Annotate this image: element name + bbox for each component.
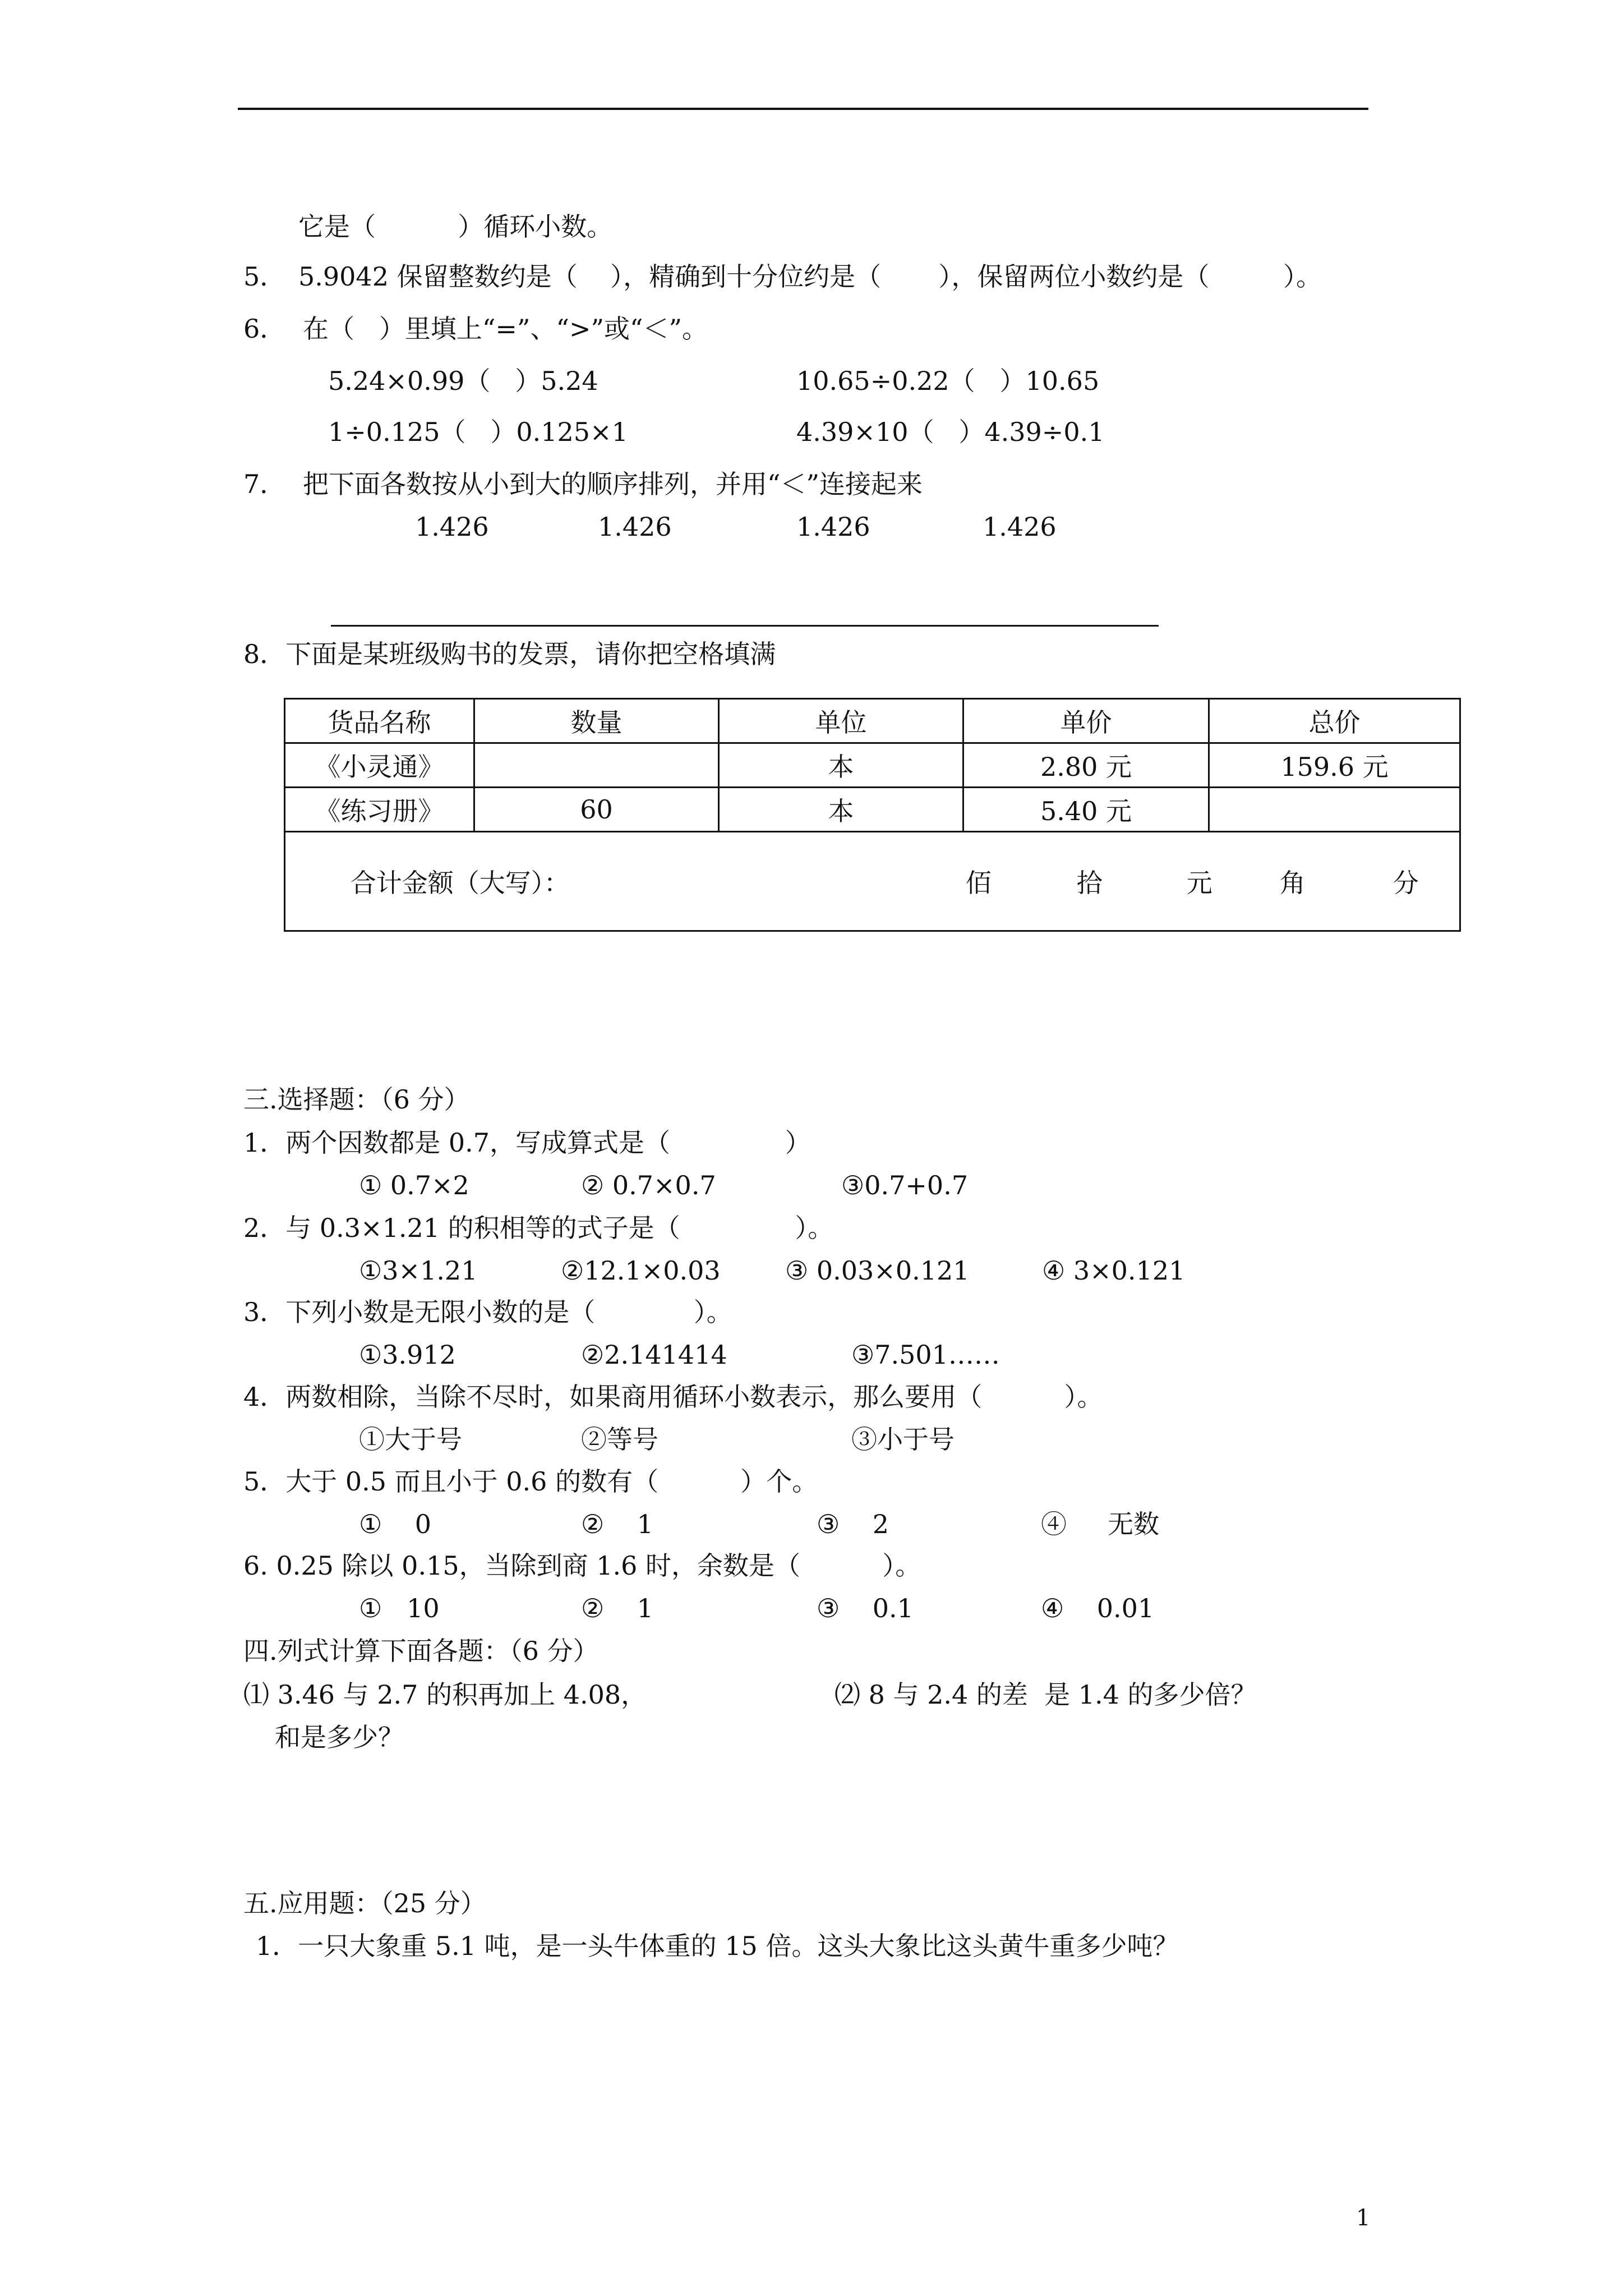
cell-quantity-blank[interactable] bbox=[474, 743, 719, 788]
s3-q6-option[interactable]: ① 10 bbox=[359, 1593, 440, 1623]
s3-q1-option[interactable]: ① 0.7×2 bbox=[359, 1170, 469, 1200]
s3-q3-option[interactable]: ②2.141414 bbox=[581, 1340, 727, 1370]
s3-q5-option[interactable]: ① 0 bbox=[359, 1509, 431, 1539]
q7-number: 7． bbox=[243, 469, 286, 499]
cell-unit: 本 bbox=[719, 788, 963, 832]
q5-text: 5.9042 保留整数约是（ ），精确到十分位约是（ ），保留两位小数约是（ ）。 bbox=[298, 261, 1322, 292]
header-rule bbox=[238, 108, 1368, 110]
q7-value: 1.426 bbox=[796, 512, 870, 542]
s3-q3-text: 3．下列小数是无限小数的是（ ）。 bbox=[243, 1297, 732, 1327]
q7-text: 把下面各数按从小到大的顺序排列，并用“＜”连接起来 bbox=[303, 469, 923, 499]
s3-q4-option[interactable]: ①大于号 bbox=[359, 1424, 462, 1455]
s3-q2-option[interactable]: ④ 3×0.121 bbox=[1042, 1255, 1186, 1286]
cell-unit-price: 5.40 元 bbox=[963, 788, 1209, 832]
s3-q2-option[interactable]: ①3×1.21 bbox=[359, 1255, 478, 1286]
s5-q1-text: 1．一只大象重 5.1 吨，是一头牛体重的 15 倍。这头大象比这头黄牛重多少吨？ bbox=[256, 1931, 1179, 1961]
unit-shi: 拾 bbox=[1076, 868, 1103, 898]
s3-q1-text: 1．两个因数都是 0.7，写成算式是（ ） bbox=[243, 1128, 811, 1158]
q6-item: 4.39×10（ ）4.39÷0.1 bbox=[796, 417, 1105, 447]
s3-q2-option[interactable]: ③ 0.03×0.121 bbox=[785, 1255, 970, 1286]
s3-q3-option[interactable]: ①3.912 bbox=[359, 1340, 456, 1370]
q7-answer-line[interactable] bbox=[331, 625, 1159, 627]
table-row bbox=[285, 788, 1460, 832]
s3-q2-text: 2．与 0.3×1.21 的积相等的式子是（ ）。 bbox=[243, 1213, 834, 1243]
header-total-price: 总价 bbox=[1209, 699, 1460, 743]
header-item-name: 货品名称 bbox=[285, 699, 474, 743]
table-row bbox=[285, 743, 1460, 788]
cell-unit: 本 bbox=[719, 743, 963, 788]
s3-q1-option[interactable]: ③0.7+0.7 bbox=[841, 1170, 969, 1200]
s3-q5-option[interactable]: ③ 2 bbox=[817, 1509, 889, 1539]
q6-item: 10.65÷0.22（ ）10.65 bbox=[796, 366, 1100, 396]
cell-unit-price: 2.80 元 bbox=[963, 743, 1209, 788]
header-unit-price: 单价 bbox=[963, 699, 1209, 743]
q6-text: 在（ ）里填上“=”、“>”或“＜”。 bbox=[303, 314, 708, 344]
q5-number: 5． bbox=[243, 261, 286, 292]
s3-q6-text: 6. 0.25 除以 0.15，当除到商 1.6 时，余数是（ ）。 bbox=[243, 1550, 921, 1581]
s4-problem1-line2: 和是多少？ bbox=[275, 1722, 404, 1752]
invoice-table bbox=[284, 698, 1461, 932]
q7-value: 1.426 bbox=[598, 512, 672, 542]
cell-total-price: 159.6 元 bbox=[1209, 743, 1460, 788]
unit-bai: 佰 bbox=[965, 868, 992, 898]
q7-value: 1.426 bbox=[983, 512, 1057, 542]
cell-quantity: 60 bbox=[474, 788, 719, 832]
section4-heading: 四.列式计算下面各题：（6 分） bbox=[243, 1636, 599, 1666]
page-number: 1 bbox=[1356, 2205, 1371, 2231]
total-amount-cell[interactable] bbox=[285, 832, 1460, 931]
invoice-header-row bbox=[285, 699, 1460, 743]
cell-total-price-blank[interactable] bbox=[1209, 788, 1460, 832]
unit-fen: 分 bbox=[1393, 868, 1419, 898]
q6-item: 5.24×0.99（ ）5.24 bbox=[328, 366, 598, 396]
invoice-total-row bbox=[285, 832, 1460, 931]
unit-yuan: 元 bbox=[1186, 868, 1212, 898]
cell-item-name: 《练习册》 bbox=[285, 788, 474, 832]
section5-heading: 五.应用题：（25 分） bbox=[243, 1888, 486, 1918]
total-amount-label: 合计金额（大写）： bbox=[350, 868, 570, 898]
s3-q1-option[interactable]: ② 0.7×0.7 bbox=[581, 1170, 716, 1200]
q7-value: 1.426 bbox=[415, 512, 489, 542]
unit-jiao: 角 bbox=[1279, 868, 1306, 898]
s3-q6-option[interactable]: ③ 0.1 bbox=[817, 1593, 914, 1623]
header-quantity: 数量 bbox=[474, 699, 719, 743]
q8-text: 8．下面是某班级购书的发票，请你把空格填满 bbox=[243, 639, 776, 669]
s3-q5-option[interactable]: ② 1 bbox=[581, 1509, 653, 1539]
q6-number: 6． bbox=[243, 314, 286, 344]
s3-q3-option[interactable]: ③7.501…… bbox=[851, 1340, 1000, 1370]
cell-item-name: 《小灵通》 bbox=[285, 743, 474, 788]
q4-continuation: 它是（ ）循环小数。 bbox=[298, 211, 613, 242]
s3-q6-option[interactable]: ② 1 bbox=[581, 1593, 653, 1623]
s3-q2-option[interactable]: ②12.1×0.03 bbox=[561, 1255, 721, 1286]
s3-q5-text: 5．大于 0.5 而且小于 0.6 的数有（ ）个。 bbox=[243, 1466, 818, 1497]
s3-q4-option[interactable]: ②等号 bbox=[581, 1424, 658, 1455]
q6-item: 1÷0.125（ ）0.125×1 bbox=[328, 417, 628, 447]
section3-heading: 三.选择题：（6 分） bbox=[243, 1084, 470, 1115]
header-unit: 单位 bbox=[719, 699, 963, 743]
s3-q6-option[interactable]: ④ 0.01 bbox=[1041, 1593, 1155, 1623]
s3-q4-option[interactable]: ③小于号 bbox=[851, 1424, 955, 1455]
s3-q5-option[interactable]: ④ 无数 bbox=[1041, 1509, 1160, 1539]
s4-problem2: ⑵ 8 与 2.4 的差 是 1.4 的多少倍？ bbox=[834, 1680, 1257, 1710]
s4-problem1-line1: ⑴ 3.46 与 2.7 的积再加上 4.08， bbox=[243, 1680, 647, 1710]
s3-q4-text: 4．两数相除，当除不尽时，如果商用循环小数表示，那么要用（ ）。 bbox=[243, 1382, 1103, 1412]
